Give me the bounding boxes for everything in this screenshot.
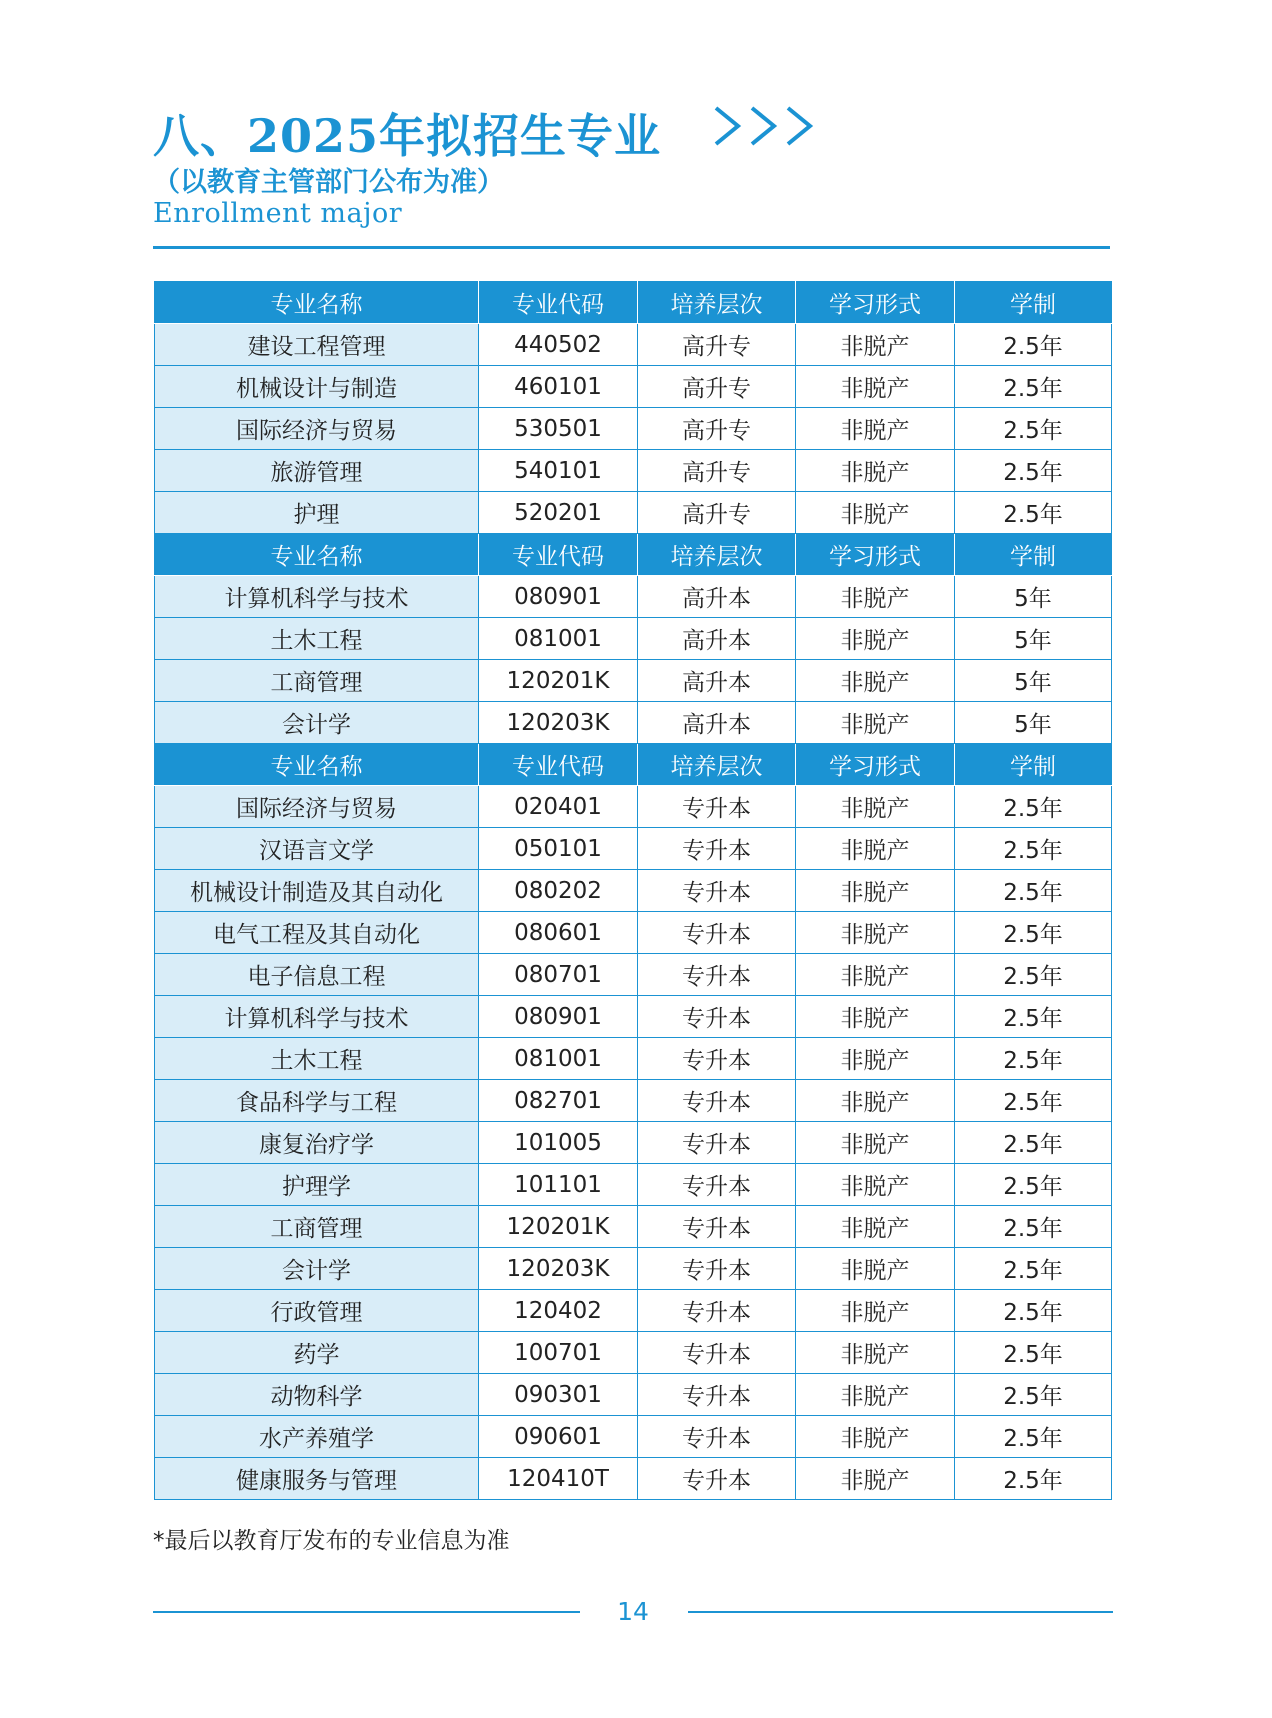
cell-major-name: 电子信息工程 bbox=[155, 954, 479, 996]
cell-duration: 2.5年 bbox=[955, 1080, 1112, 1122]
cell-duration: 5年 bbox=[955, 618, 1112, 660]
cell-major-code: 080701 bbox=[479, 954, 638, 996]
cell-major-name: 健康服务与管理 bbox=[155, 1458, 479, 1500]
cell-education-level: 高升本 bbox=[638, 702, 796, 744]
cell-duration: 2.5年 bbox=[955, 1416, 1112, 1458]
cell-major-code: 090601 bbox=[479, 1416, 638, 1458]
cell-education-level: 专升本 bbox=[638, 1122, 796, 1164]
table-row bbox=[155, 1122, 1112, 1164]
cell-major-code: 120402 bbox=[479, 1290, 638, 1332]
cell-education-level: 专升本 bbox=[638, 1164, 796, 1206]
column-header-major-name: 专业名称 bbox=[155, 744, 479, 786]
cell-duration: 2.5年 bbox=[955, 870, 1112, 912]
cell-education-level: 专升本 bbox=[638, 1290, 796, 1332]
cell-education-level: 专升本 bbox=[638, 870, 796, 912]
cell-major-name: 会计学 bbox=[155, 1248, 479, 1290]
page-subtitle-english: Enrollment major bbox=[153, 198, 403, 229]
cell-education-level: 专升本 bbox=[638, 786, 796, 828]
footnote: *最后以教育厅发布的专业信息为准 bbox=[153, 1528, 510, 1554]
triple-chevron-right-icon bbox=[712, 104, 820, 148]
table-row bbox=[155, 1290, 1112, 1332]
table-row bbox=[155, 1416, 1112, 1458]
cell-study-mode: 非脱产 bbox=[796, 912, 955, 954]
cell-major-name: 土木工程 bbox=[155, 1038, 479, 1080]
cell-duration: 2.5年 bbox=[955, 1248, 1112, 1290]
cell-study-mode: 非脱产 bbox=[796, 702, 955, 744]
cell-study-mode: 非脱产 bbox=[796, 576, 955, 618]
column-header-major-code: 专业代码 bbox=[479, 282, 638, 324]
cell-education-level: 专升本 bbox=[638, 912, 796, 954]
cell-duration: 2.5年 bbox=[955, 954, 1112, 996]
cell-major-code: 120201K bbox=[479, 660, 638, 702]
cell-study-mode: 非脱产 bbox=[796, 828, 955, 870]
cell-major-name: 动物科学 bbox=[155, 1374, 479, 1416]
table-row bbox=[155, 870, 1112, 912]
cell-major-code: 080901 bbox=[479, 996, 638, 1038]
cell-study-mode: 非脱产 bbox=[796, 1332, 955, 1374]
cell-major-name: 药学 bbox=[155, 1332, 479, 1374]
cell-education-level: 专升本 bbox=[638, 954, 796, 996]
cell-major-name: 工商管理 bbox=[155, 1206, 479, 1248]
cell-study-mode: 非脱产 bbox=[796, 618, 955, 660]
cell-study-mode: 非脱产 bbox=[796, 1374, 955, 1416]
cell-duration: 5年 bbox=[955, 702, 1112, 744]
table-row bbox=[155, 576, 1112, 618]
table-row bbox=[155, 1206, 1112, 1248]
cell-major-code: 520201 bbox=[479, 492, 638, 534]
cell-education-level: 高升本 bbox=[638, 660, 796, 702]
cell-major-name: 机械设计制造及其自动化 bbox=[155, 870, 479, 912]
footer-divider-left bbox=[153, 1611, 580, 1613]
cell-study-mode: 非脱产 bbox=[796, 324, 955, 366]
cell-duration: 2.5年 bbox=[955, 408, 1112, 450]
cell-major-name: 会计学 bbox=[155, 702, 479, 744]
cell-duration: 2.5年 bbox=[955, 828, 1112, 870]
table-row bbox=[155, 1080, 1112, 1122]
header-divider bbox=[153, 246, 1110, 249]
cell-study-mode: 非脱产 bbox=[796, 1164, 955, 1206]
table-header-row bbox=[155, 282, 1112, 324]
cell-duration: 5年 bbox=[955, 576, 1112, 618]
cell-study-mode: 非脱产 bbox=[796, 1080, 955, 1122]
column-header-major-code: 专业代码 bbox=[479, 744, 638, 786]
cell-major-name: 旅游管理 bbox=[155, 450, 479, 492]
cell-education-level: 专升本 bbox=[638, 1080, 796, 1122]
cell-study-mode: 非脱产 bbox=[796, 786, 955, 828]
table-row bbox=[155, 450, 1112, 492]
cell-duration: 2.5年 bbox=[955, 1206, 1112, 1248]
table-row bbox=[155, 618, 1112, 660]
column-header-major-name: 专业名称 bbox=[155, 534, 479, 576]
cell-major-code: 101101 bbox=[479, 1164, 638, 1206]
cell-duration: 2.5年 bbox=[955, 1374, 1112, 1416]
cell-education-level: 专升本 bbox=[638, 828, 796, 870]
table-row bbox=[155, 912, 1112, 954]
table-row bbox=[155, 1038, 1112, 1080]
cell-duration: 2.5年 bbox=[955, 1122, 1112, 1164]
cell-major-code: 540101 bbox=[479, 450, 638, 492]
page-title: 八、2025年拟招生专业 bbox=[153, 109, 662, 163]
table-row bbox=[155, 1458, 1112, 1500]
column-header-education-level: 培养层次 bbox=[638, 534, 796, 576]
cell-study-mode: 非脱产 bbox=[796, 660, 955, 702]
cell-education-level: 专升本 bbox=[638, 1248, 796, 1290]
cell-education-level: 专升本 bbox=[638, 1416, 796, 1458]
cell-duration: 2.5年 bbox=[955, 1164, 1112, 1206]
cell-major-code: 080601 bbox=[479, 912, 638, 954]
cell-major-code: 082701 bbox=[479, 1080, 638, 1122]
cell-major-code: 120203K bbox=[479, 1248, 638, 1290]
column-header-education-level: 培养层次 bbox=[638, 744, 796, 786]
column-header-duration: 学制 bbox=[955, 534, 1112, 576]
page-subtitle: （以教育主管部门公布为准） bbox=[153, 167, 504, 198]
cell-study-mode: 非脱产 bbox=[796, 1248, 955, 1290]
cell-study-mode: 非脱产 bbox=[796, 870, 955, 912]
cell-major-name: 食品科学与工程 bbox=[155, 1080, 479, 1122]
table-row bbox=[155, 660, 1112, 702]
cell-major-name: 汉语言文学 bbox=[155, 828, 479, 870]
table-row bbox=[155, 996, 1112, 1038]
cell-major-code: 460101 bbox=[479, 366, 638, 408]
cell-education-level: 专升本 bbox=[638, 1458, 796, 1500]
cell-major-name: 计算机科学与技术 bbox=[155, 996, 479, 1038]
cell-major-name: 护理学 bbox=[155, 1164, 479, 1206]
cell-education-level: 专升本 bbox=[638, 1038, 796, 1080]
cell-study-mode: 非脱产 bbox=[796, 1038, 955, 1080]
footer-divider-right bbox=[688, 1611, 1113, 1613]
cell-duration: 2.5年 bbox=[955, 1038, 1112, 1080]
cell-duration: 5年 bbox=[955, 660, 1112, 702]
page-number: 14 bbox=[617, 1597, 649, 1626]
cell-major-code: 090301 bbox=[479, 1374, 638, 1416]
table-header-row bbox=[155, 534, 1112, 576]
cell-major-code: 081001 bbox=[479, 1038, 638, 1080]
cell-major-code: 080202 bbox=[479, 870, 638, 912]
cell-education-level: 高升专 bbox=[638, 366, 796, 408]
cell-duration: 2.5年 bbox=[955, 324, 1112, 366]
column-header-study-mode: 学习形式 bbox=[796, 534, 955, 576]
table-row bbox=[155, 366, 1112, 408]
cell-duration: 2.5年 bbox=[955, 996, 1112, 1038]
table-row bbox=[155, 492, 1112, 534]
majors-table bbox=[154, 281, 1112, 1500]
cell-major-code: 120410T bbox=[479, 1458, 638, 1500]
column-header-duration: 学制 bbox=[955, 282, 1112, 324]
cell-major-name: 国际经济与贸易 bbox=[155, 408, 479, 450]
cell-duration: 2.5年 bbox=[955, 366, 1112, 408]
table-row bbox=[155, 408, 1112, 450]
table-row bbox=[155, 324, 1112, 366]
cell-major-name: 机械设计与制造 bbox=[155, 366, 479, 408]
table-row bbox=[155, 1164, 1112, 1206]
cell-major-code: 100701 bbox=[479, 1332, 638, 1374]
cell-education-level: 高升专 bbox=[638, 492, 796, 534]
cell-major-name: 水产养殖学 bbox=[155, 1416, 479, 1458]
cell-major-code: 120201K bbox=[479, 1206, 638, 1248]
table-row bbox=[155, 1332, 1112, 1374]
table-row bbox=[155, 702, 1112, 744]
cell-major-name: 计算机科学与技术 bbox=[155, 576, 479, 618]
cell-duration: 2.5年 bbox=[955, 1332, 1112, 1374]
column-header-study-mode: 学习形式 bbox=[796, 744, 955, 786]
cell-study-mode: 非脱产 bbox=[796, 954, 955, 996]
cell-duration: 2.5年 bbox=[955, 450, 1112, 492]
cell-education-level: 高升本 bbox=[638, 576, 796, 618]
cell-major-code: 440502 bbox=[479, 324, 638, 366]
cell-study-mode: 非脱产 bbox=[796, 408, 955, 450]
column-header-major-name: 专业名称 bbox=[155, 282, 479, 324]
table-row bbox=[155, 828, 1112, 870]
page-header bbox=[153, 100, 661, 166]
cell-major-name: 土木工程 bbox=[155, 618, 479, 660]
cell-duration: 2.5年 bbox=[955, 1290, 1112, 1332]
column-header-duration: 学制 bbox=[955, 744, 1112, 786]
table-row bbox=[155, 954, 1112, 996]
cell-education-level: 专升本 bbox=[638, 1374, 796, 1416]
column-header-education-level: 培养层次 bbox=[638, 282, 796, 324]
cell-major-code: 020401 bbox=[479, 786, 638, 828]
cell-education-level: 高升专 bbox=[638, 450, 796, 492]
cell-major-name: 电气工程及其自动化 bbox=[155, 912, 479, 954]
column-header-major-code: 专业代码 bbox=[479, 534, 638, 576]
table-row bbox=[155, 786, 1112, 828]
cell-major-name: 建设工程管理 bbox=[155, 324, 479, 366]
cell-education-level: 高升专 bbox=[638, 408, 796, 450]
cell-major-name: 行政管理 bbox=[155, 1290, 479, 1332]
table-header-row bbox=[155, 744, 1112, 786]
cell-major-code: 050101 bbox=[479, 828, 638, 870]
cell-study-mode: 非脱产 bbox=[796, 366, 955, 408]
cell-major-name: 国际经济与贸易 bbox=[155, 786, 479, 828]
cell-study-mode: 非脱产 bbox=[796, 1458, 955, 1500]
cell-duration: 2.5年 bbox=[955, 912, 1112, 954]
table-row bbox=[155, 1248, 1112, 1290]
cell-duration: 2.5年 bbox=[955, 1458, 1112, 1500]
cell-major-name: 工商管理 bbox=[155, 660, 479, 702]
cell-education-level: 专升本 bbox=[638, 1206, 796, 1248]
cell-study-mode: 非脱产 bbox=[796, 492, 955, 534]
cell-study-mode: 非脱产 bbox=[796, 1416, 955, 1458]
cell-major-code: 530501 bbox=[479, 408, 638, 450]
cell-duration: 2.5年 bbox=[955, 786, 1112, 828]
cell-major-code: 101005 bbox=[479, 1122, 638, 1164]
table-row bbox=[155, 1374, 1112, 1416]
cell-major-name: 康复治疗学 bbox=[155, 1122, 479, 1164]
cell-study-mode: 非脱产 bbox=[796, 1122, 955, 1164]
cell-education-level: 专升本 bbox=[638, 1332, 796, 1374]
cell-education-level: 高升专 bbox=[638, 324, 796, 366]
cell-education-level: 高升本 bbox=[638, 618, 796, 660]
cell-major-name: 护理 bbox=[155, 492, 479, 534]
cell-duration: 2.5年 bbox=[955, 492, 1112, 534]
cell-major-code: 120203K bbox=[479, 702, 638, 744]
cell-study-mode: 非脱产 bbox=[796, 1290, 955, 1332]
column-header-study-mode: 学习形式 bbox=[796, 282, 955, 324]
cell-study-mode: 非脱产 bbox=[796, 1206, 955, 1248]
cell-major-code: 080901 bbox=[479, 576, 638, 618]
cell-major-code: 081001 bbox=[479, 618, 638, 660]
cell-education-level: 专升本 bbox=[638, 996, 796, 1038]
cell-study-mode: 非脱产 bbox=[796, 450, 955, 492]
cell-study-mode: 非脱产 bbox=[796, 996, 955, 1038]
